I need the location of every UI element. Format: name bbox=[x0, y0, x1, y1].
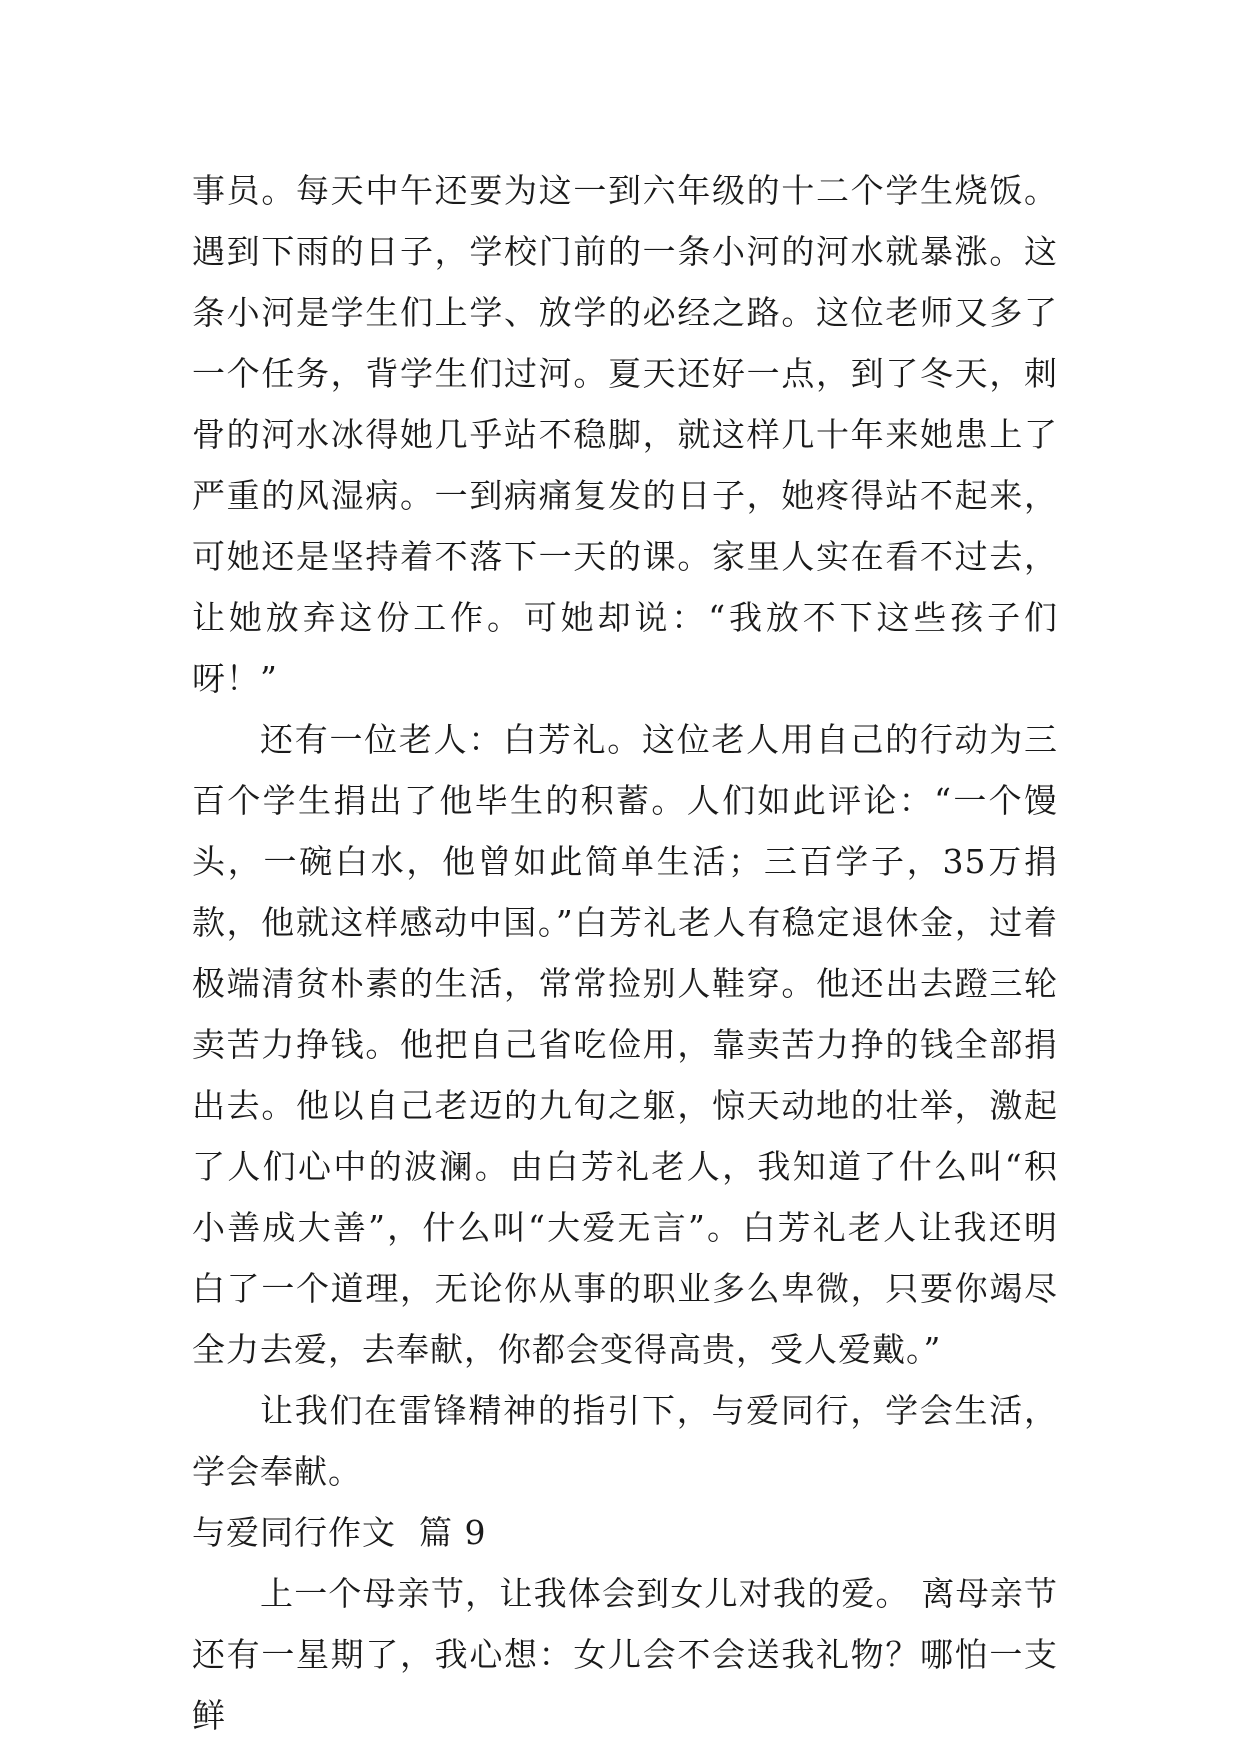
paragraph-3: 让我们在雷锋精神的指引下，与爱同行，学会生活，学会奉献。 bbox=[192, 1391, 1058, 1491]
paragraph-2: 还有一位老人：白芳礼。这位老人用自己的行动为三百个学生捐出了他毕生的积蓄。人们如此评论：“一个馒头，一碗白水，他曾如此简单生活；三百学子，35万捐款，他就这样感动中国。”白芳礼老人有稳定退休金，过着极端清贫朴素的生活，常常捡别人鞋穿。他还出去蹬三轮卖苦力挣钱。他把自己省吃俭用，靠卖苦力挣的钱全部捐出去。他以自己老迈的九旬之躯，惊天动地的壮举，激起了人们心中的波澜。由白芳礼老人，我知道了什么叫“积小善成大善”，什么叫“大爱无言”。白芳礼老人让我还明白了一个道理，无论你从事的职业多么卑微，只要你竭尽全力去爱，去奉献，你都会变得高贵，受人爱戴。” bbox=[192, 720, 1058, 1369]
document-body bbox=[192, 160, 1058, 1746]
section-heading: 与爱同行作文 篇 9 bbox=[192, 1513, 487, 1552]
paragraph-4: 上一个母亲节，让我体会到女儿对我的爱。 离母亲节还有一星期了，我心想：女儿会不会送我礼物？哪怕一支鲜 bbox=[192, 1574, 1058, 1735]
paragraph-1: 事员。每天中午还要为这一到六年级的十二个学生烧饭。遇到下雨的日子，学校门前的一条小河的河水就暴涨。这条小河是学生们上学、放学的必经之路。这位老师又多了一个任务，背学生们过河。夏天还好一点，到了冬天，刺骨的河水冰得她几乎站不稳脚，就这样几十年来她患上了严重的风湿病。一到病痛复发的日子，她疼得站不起来，可她还是坚持着不落下一天的课。家里人实在看不过去，让她放弃这份工作。可她却说：“我放不下这些孩子们呀！” bbox=[192, 171, 1058, 698]
